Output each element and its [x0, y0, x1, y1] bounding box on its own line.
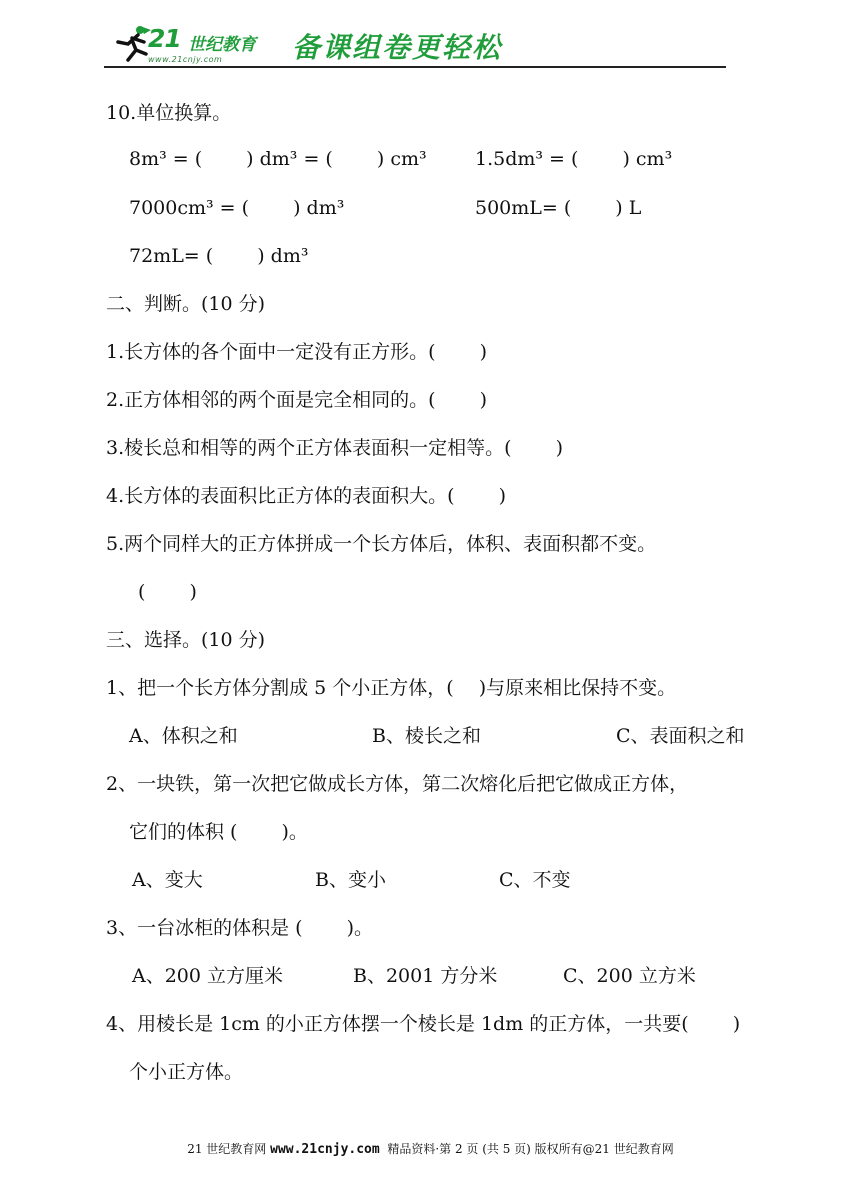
judge-item-2: 2.正方体相邻的两个面是完全相同的。( )	[106, 389, 487, 411]
choice-q3-text: 3、一台冰柜的体积是 ( )。	[106, 917, 373, 939]
choice-q2-option-a: A、变大	[132, 869, 203, 891]
logo-url: www.21cnjy.com	[148, 55, 223, 64]
judge-section-title: 二、判断。(10 分)	[106, 293, 266, 315]
choice-q4-text-cont: 个小正方体。	[129, 1061, 244, 1083]
footer-site: 21 世纪教育网	[187, 1142, 271, 1156]
q10-row2-right: 500mL= ( ) L	[475, 197, 642, 219]
page-header	[104, 22, 728, 70]
logo-name: 世纪教育	[188, 35, 256, 55]
footer-page-info: 精品资料·第 2 页 (共 5 页) 版权所有@21 世纪教育网	[379, 1142, 674, 1156]
judge-item-5: 5.两个同样大的正方体拼成一个长方体后，体积、表面积都不变。	[106, 533, 657, 555]
choice-q4-text: 4、用棱长是 1cm 的小正方体摆一个棱长是 1dm 的正方体，一共要( )	[106, 1013, 741, 1035]
judge-item-5-blank: ( )	[138, 581, 197, 603]
choice-q1-text: 1、把一个长方体分割成 5 个小正方体，( )与原来相比保持不变。	[106, 677, 677, 699]
q10-row1-right: 1.5dm³ = ( ) cm³	[475, 148, 673, 170]
choice-section-title: 三、选择。(10 分)	[106, 629, 266, 651]
footer-url: www.21cnjy.com	[270, 1142, 380, 1157]
choice-q1-option-a: A、体积之和	[129, 725, 238, 747]
judge-item-4: 4.长方体的表面积比正方体的表面积大。( )	[106, 485, 506, 507]
judge-item-1: 1.长方体的各个面中一定没有正方形。( )	[106, 341, 487, 363]
q10-row1-left: 8m³ = ( ) dm³ = ( ) cm³	[129, 148, 427, 170]
choice-q2-option-b: B、变小	[315, 869, 386, 891]
judge-item-3: 3.棱长总和相等的两个正方体表面积一定相等。( )	[106, 437, 563, 459]
choice-q1-option-c: C、表面积之和	[616, 725, 745, 747]
choice-q2-text-cont: 它们的体积 ( )。	[129, 821, 308, 843]
q10-title: 10.单位换算。	[106, 102, 232, 124]
runner-logo-icon	[110, 24, 152, 64]
logo-number: 21	[148, 24, 181, 53]
choice-q1-option-b: B、棱长之和	[372, 725, 481, 747]
choice-q3-option-c: C、200 立方米	[563, 965, 696, 987]
q10-row3-left: 72mL= ( ) dm³	[129, 245, 309, 267]
choice-q2-text: 2、一块铁，第一次把它做成长方体，第二次熔化后把它做成正方体，	[106, 773, 689, 795]
page-footer	[0, 1140, 861, 1157]
choice-q2-option-c: C、不变	[499, 869, 571, 891]
header-slogan: 备课组卷更轻松	[292, 31, 503, 64]
choice-q3-option-b: B、2001 方分米	[353, 965, 498, 987]
header-divider	[104, 66, 726, 68]
q10-row2-left: 7000cm³ = ( ) dm³	[129, 197, 345, 219]
choice-q3-option-a: A、200 立方厘米	[132, 965, 284, 987]
